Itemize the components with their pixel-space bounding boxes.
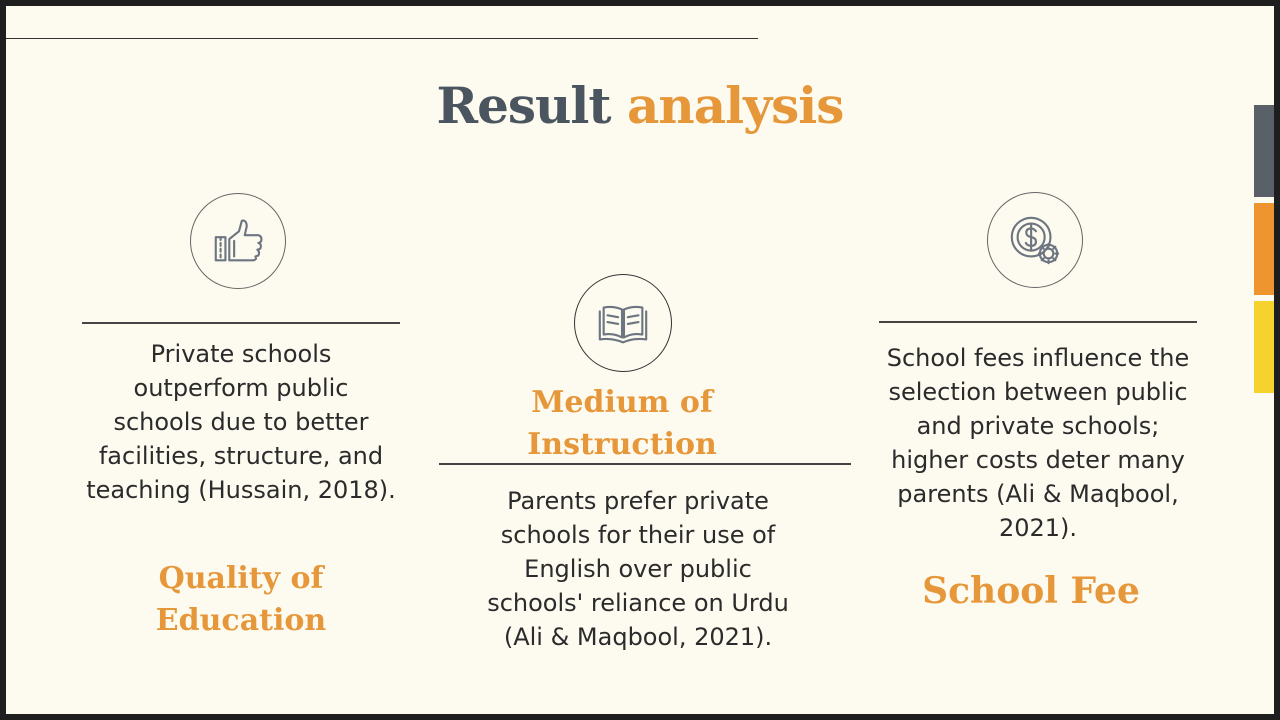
fee-icon-circle [987, 192, 1083, 288]
thumbs-up-icon [209, 212, 267, 270]
accent-bar-orange [1254, 203, 1274, 295]
medium-description: Parents prefer private schools for their use of English over public schools' reliance on Urdu (Ali & Maqbool, 2021). [487, 487, 789, 651]
quality-icon-circle [190, 193, 286, 289]
accent-bar-yellow [1254, 301, 1274, 393]
title-word-analysis: analysis [626, 76, 844, 135]
column-3-divider [879, 321, 1197, 323]
slide-title [6, 76, 1274, 135]
medium-icon-circle [574, 274, 672, 372]
dollar-gear-icon [1006, 211, 1064, 269]
quality-description: Private schools outperform public schools due to better facilities, structure, and teaching (Hussain, 2018). [86, 340, 396, 504]
quality-heading: Quality of Education [155, 561, 327, 638]
top-rule [6, 38, 758, 39]
title-word-result: Result [436, 76, 611, 135]
fee-heading: School Fee [922, 570, 1140, 612]
medium-heading: Medium of Instruction [527, 385, 717, 462]
column-2-divider [439, 463, 851, 465]
fee-description: School fees influence the selection between public and private schools; higher costs deter many parents (Ali & Maqbool, 2021). [886, 344, 1190, 542]
column-1-divider [82, 322, 400, 324]
accent-bar-gray [1254, 105, 1274, 197]
open-book-icon [594, 294, 652, 352]
slide [6, 6, 1274, 714]
